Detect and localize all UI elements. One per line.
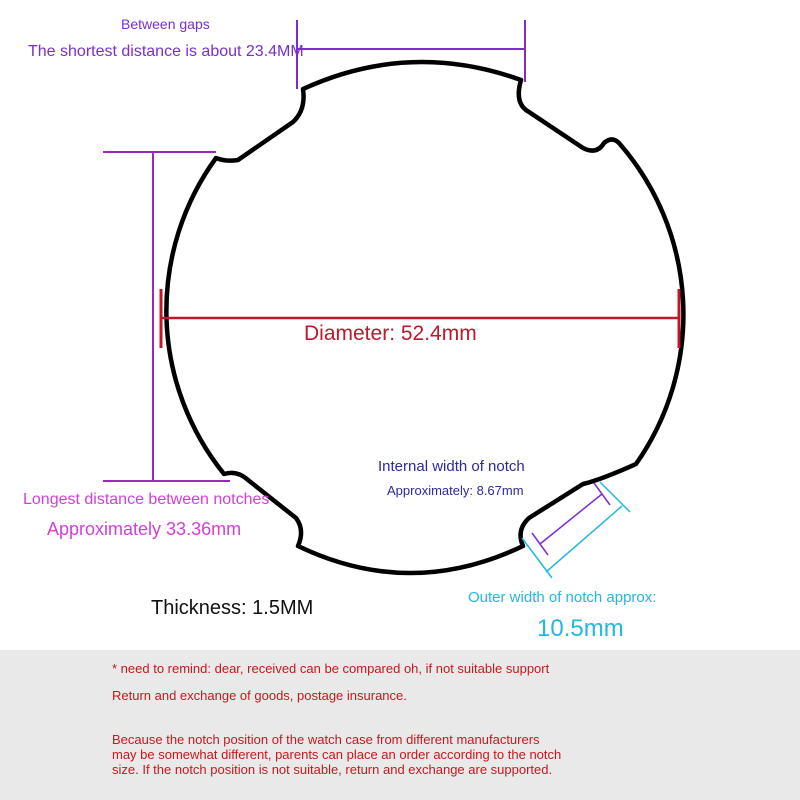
outer-notch-line [546,506,622,572]
outer-notch-title-label: Outer width of notch approx: [468,589,657,606]
inner-notch-title-label: Internal width of notch [378,458,525,475]
longest-distance-value-label: Approximately 33.36mm [47,519,242,539]
notch-note-line-1: Because the notch position of the watch case from different manufacturers [112,732,540,747]
notch-note-line-2: may be somewhat different, parents can place an order according to the notch [112,747,562,762]
notch-note-line-3: size. If the notch position is not suitable, return and exchange are supported. [112,762,553,777]
outer-notch-dimension [522,482,630,578]
inner-notch-value-label: Approximately: 8.67mm [387,483,524,498]
remind-text: * need to remind: dear, received can be compared oh, if not suitable support [112,661,550,676]
inner-notch-tick-b [594,483,610,505]
inner-notch-tick-a [532,533,548,555]
return-exchange-text: Return and exchange of goods, postage insurance. [112,688,407,703]
diameter-label: Diameter: 52.4mm [304,322,477,345]
gap-value-label: The shortest distance is about 23.4MM [28,43,304,60]
gap-title-label: Between gaps [121,16,210,32]
notice-panel [0,650,800,800]
outer-notch-value-label: 10.5mm [537,615,624,642]
notch-note-text [112,732,561,777]
thickness-label: Thickness: 1.5MM [151,597,314,619]
inner-notch-line [540,494,602,544]
outer-notch-ext-a [522,538,552,578]
longest-distance-title-label: Longest distance between notches [23,491,270,508]
